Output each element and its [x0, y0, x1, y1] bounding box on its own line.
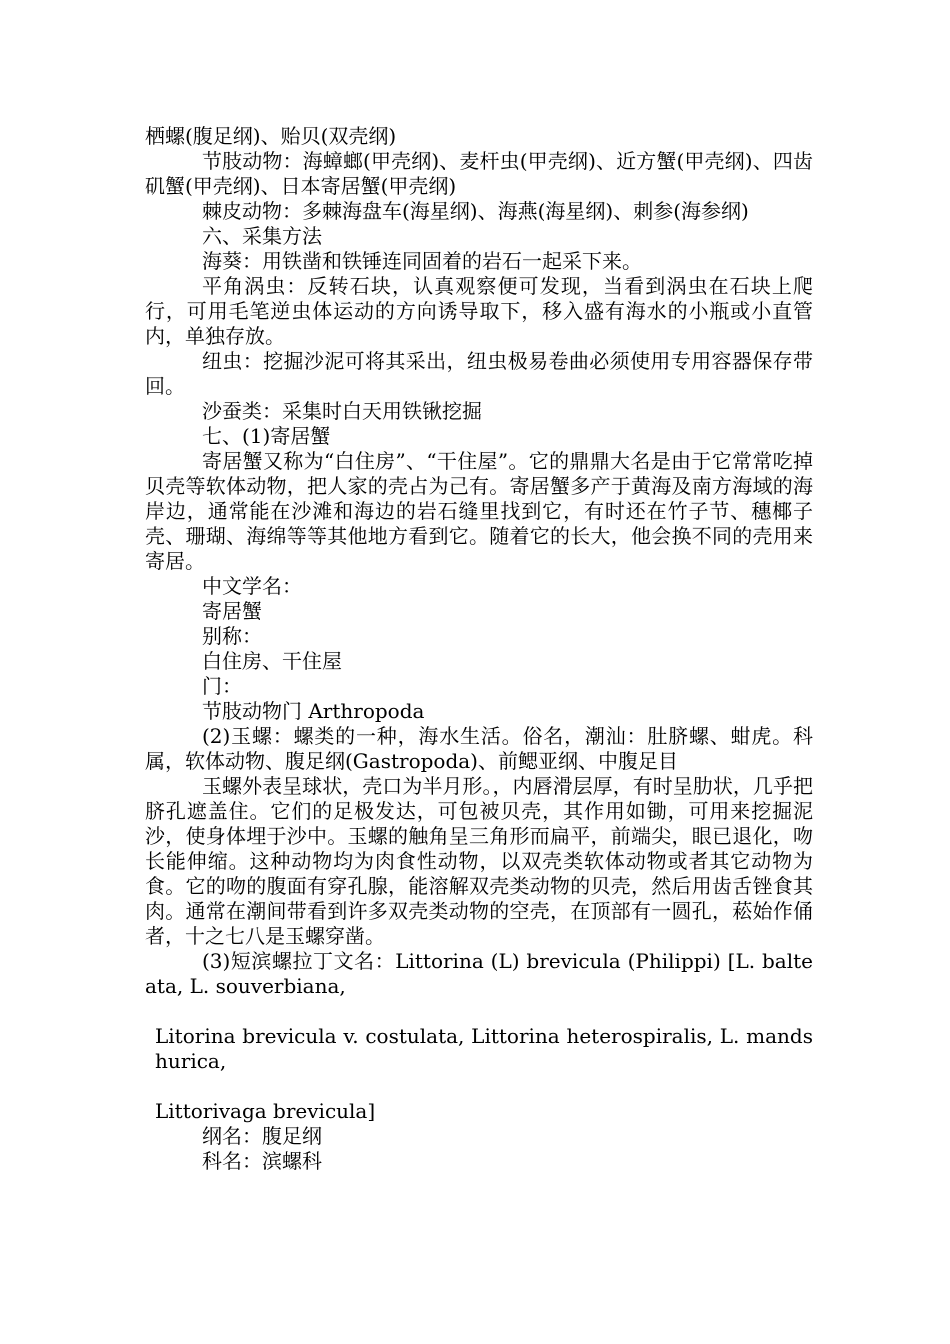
field-line: 纲名：腹足纲 — [202, 1124, 322, 1148]
paragraph: (2)玉螺：螺类的一种，海水生活。俗名，潮汕：肚脐螺、蚶虎。科属，软体动物、腹足纲(Gastropoda)、前鳃亚纲、中腹足目 — [145, 724, 813, 773]
field-value: 寄居蟹 — [202, 599, 262, 623]
field-value: 白住房、干住屋 — [202, 649, 342, 673]
paragraph: 寄居蟹又称为“白住房”、“干住屋”。它的鼎鼎大名是由于它常常吃掉贝壳等软体动物，把人家的壳占为己有。寄居蟹多产于黄海及南方海域的海岸边，通常能在沙滩和海边的岩石缝里找到它，有时还在竹子节、穗椰子壳、珊瑚、海绵等等其他地方看到它。随着它的长大，他会换不同的壳用来寄居。 — [145, 449, 813, 573]
paragraph: 棘皮动物：多棘海盘车(海星纲)、海燕(海星纲)、刺参(海参纲) — [202, 199, 749, 223]
field-label: 中文学名： — [202, 574, 302, 598]
paragraph: 节肢动物：海蟑螂(甲壳纲)、麦杆虫(甲壳纲)、近方蟹(甲壳纲)、四齿矶蟹(甲壳纲)、日本寄居蟹(甲壳纲) — [145, 149, 813, 198]
section-heading: 六、采集方法 — [202, 224, 322, 248]
field-label: 别称： — [202, 624, 262, 648]
paragraph: (3)短滨螺拉丁文名：Littorina (L) brevicula (Philippi) [L. balteata, L. souverbiana, — [145, 949, 813, 998]
paragraph: 玉螺外表呈球状，壳口为半月形。，内唇滑层厚，有时呈肋状，几乎把脐孔遮盖住。它们的足极发达，可包被贝壳，其作用如锄，可用来挖掘泥沙，使身体埋于沙中。玉螺的触角呈三角形而扁平，前端尖，眼已退化，吻长能伸缩。这种动物均为肉食性动物，以双壳类软体动物或者其它动物为食。它的吻的腹面有穿孔腺，能溶解双壳类动物的贝壳，然后用齿舌锉食其肉。通常在潮间带看到许多双壳类动物的空壳，在顶部有一圆孔，菘始作俑者，十之七八是玉螺穿凿。 — [145, 774, 813, 948]
paragraph: Littorivaga brevicula] — [155, 1099, 376, 1123]
section-heading: 七、(1)寄居蟹 — [202, 424, 331, 448]
paragraph: 纽虫：挖掘沙泥可将其采出，纽虫极易卷曲必须使用专用容器保存带回。 — [145, 349, 813, 398]
blank-line — [145, 1074, 813, 1099]
field-line: 科名：滨螺科 — [202, 1149, 322, 1173]
paragraph: 栖螺(腹足纲)、贻贝(双壳纲) — [145, 124, 397, 148]
paragraph: 平角涡虫：反转石块，认真观察便可发现，当看到涡虫在石块上爬行，可用毛笔逆虫体运动的方向诱导取下，移入盛有海水的小瓶或小直管内，单独存放。 — [145, 274, 813, 348]
field-label: 门： — [202, 674, 242, 698]
field-value: 节肢动物门 Arthropoda — [202, 699, 425, 723]
blank-line — [145, 999, 813, 1024]
paragraph: Litorina brevicula v. costulata, Littorina heterospiralis, L. mandshurica, — [155, 1024, 813, 1073]
document-body — [145, 124, 813, 1174]
paragraph: 沙蚕类：采集时白天用铁锹挖掘 — [202, 399, 482, 423]
paragraph: 海葵：用铁凿和铁锤连同固着的岩石一起采下来。 — [202, 249, 642, 273]
